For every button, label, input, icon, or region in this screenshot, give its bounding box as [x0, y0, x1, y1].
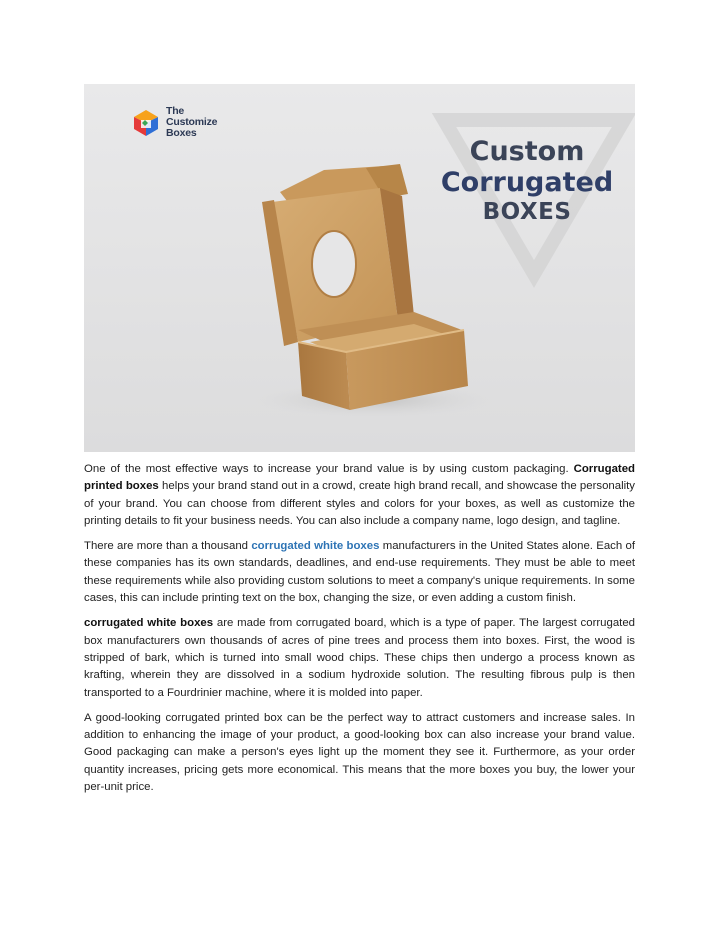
paragraph-2-text-c: manufacturers in the United States alone. Each of these companies has its own standards, deadlines, and end-use requirements. They must be able to meet these requirements while also providing custom solutions to meet a company's unique requirements. In some cases, this can include printing text on the box, changing the size, or even adding a custom finish. [84, 540, 635, 605]
hero-title-line-3: BOXES [482, 199, 572, 225]
paragraph-3-text-b: are made from corrugated board, which is a type of paper. The largest corrugated box manufacturers own thousands of acres of pine trees and process them into boxes. First, the wood is stripped of bark, which is turned into small wood chips. These chips then undergo a process known as krafting, wherein they are dissolved in a sodium hydroxide solution. The resulting fibrous pulp is then transported to a Fourdrinier machine, where it is molded into paper. [84, 617, 635, 699]
hero-title-line-1: Custom [469, 136, 585, 167]
paragraph-2-text-a: There are more than a thousand [84, 540, 252, 553]
logo-line-3: Boxes [166, 127, 197, 139]
logo-line-1: The [166, 105, 185, 117]
hero-image [84, 84, 635, 452]
keyword-corrugated-white-boxes: corrugated white boxes [84, 617, 214, 630]
article-body [84, 461, 635, 804]
paragraph-2 [84, 538, 635, 607]
paragraph-4-text: A good-looking corrugated printed box can be the perfect way to attract customers and increase sales. In addition to enhancing the image of your product, a good-looking box can also increase your brand value. Good packaging can make a person's eyes light up the moment they see it. Furthermore, as your order quantity increases, pricing gets more economical. This means that the more boxes you buy, the lower your per-unit price. [84, 711, 635, 794]
link-corrugated-white-boxes[interactable]: corrugated white boxes [251, 540, 380, 553]
hero-title-line-2: Corrugated [440, 167, 614, 198]
keyword-corrugated-printed-boxes: Corrugated printed boxes [84, 463, 635, 493]
paragraph-3 [84, 615, 635, 701]
paragraph-4 [84, 710, 635, 796]
logo-line-2: Customize [166, 116, 218, 128]
paragraph-1-text-a: One of the most effective ways to increase your brand value is by using custom packaging. [84, 463, 574, 475]
kraft-box-illustration [84, 84, 635, 452]
paragraph-1 [84, 461, 635, 530]
paragraph-1-text-c: helps your brand stand out in a crowd, create high brand recall, and showcase the personality of your brand. You can choose from different styles and colors for your boxes, as well as customize the printing details to fit your business needs. You can also include a company name, logo design, and tagline. [84, 480, 635, 527]
